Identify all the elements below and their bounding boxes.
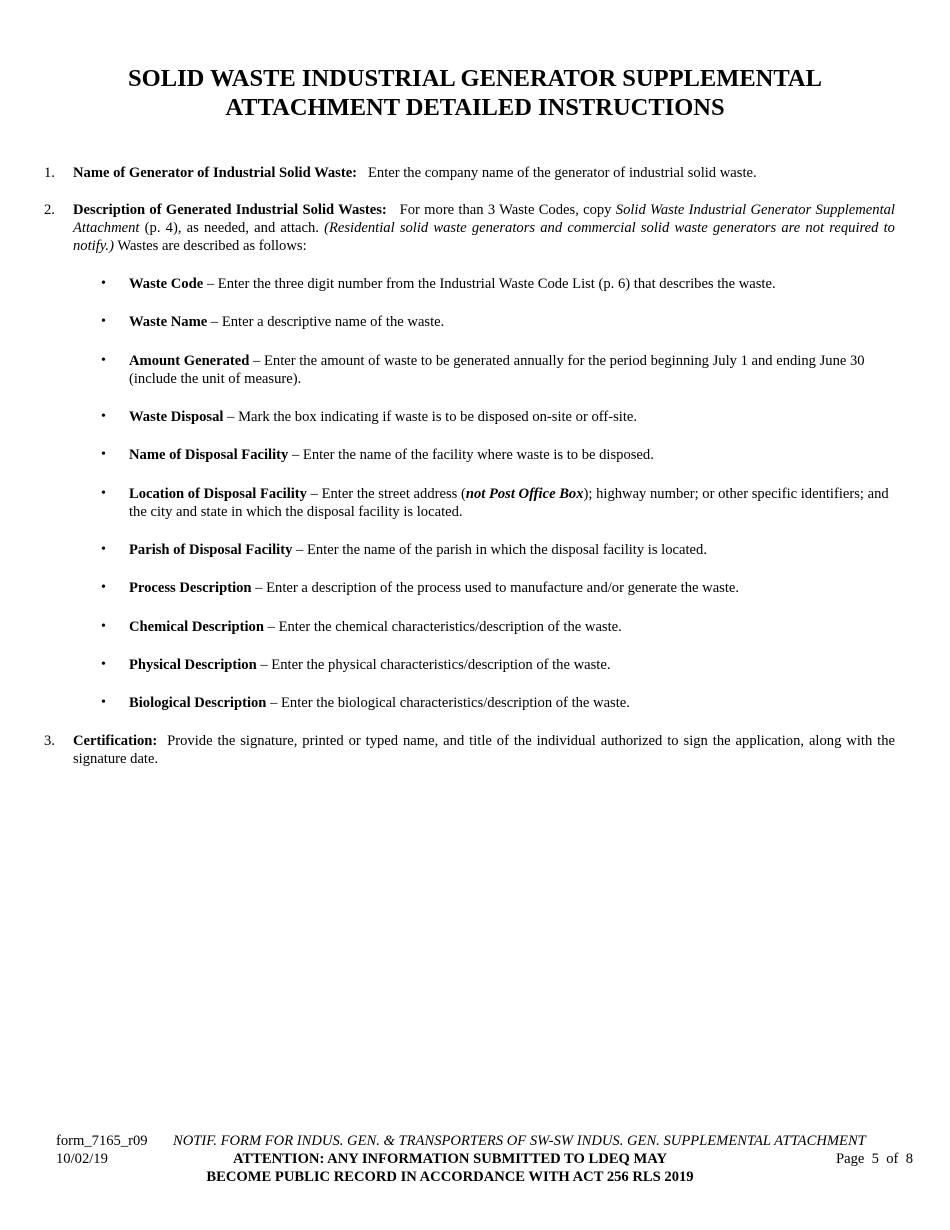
- item-text: For more than 3 Waste Codes, copy: [399, 202, 616, 218]
- bullet-text: – Mark the box indicating if waste is to be disposed on-site or off-site.: [223, 409, 638, 425]
- item-number: 1.: [44, 165, 55, 181]
- not-po-box-emphasis: not Post Office Box: [465, 486, 584, 502]
- bullet-icon: •: [101, 276, 106, 291]
- bullet-text: – Enter the street address (: [306, 486, 466, 502]
- item-label: Name of Generator of Industrial Solid Waste:: [73, 165, 358, 181]
- bullet-label: Name of Disposal Facility: [129, 447, 289, 463]
- bullet-text: – Enter the three digit number from the Industrial Waste Code List (p. 6) that describes the waste.: [203, 276, 776, 292]
- bullet-label: Chemical Description: [129, 619, 264, 635]
- page-title: [0, 64, 950, 122]
- attention-line-2: BECOME PUBLIC RECORD IN ACCORDANCE WITH ACT 256 RLS 2019: [206, 1169, 694, 1185]
- bullet-icon: •: [101, 486, 106, 501]
- item-text: Provide the signature, printed or typed name, and title of the individual authorized to sign the application, along with the signature date.: [73, 733, 896, 767]
- attention-line-1: ATTENTION: ANY INFORMATION SUBMITTED TO LDEQ MAY: [232, 1151, 668, 1167]
- bullet-label: Biological Description: [129, 695, 267, 711]
- attachment-name: Solid Waste Industrial Generator Supplemental Attachment: [73, 202, 895, 236]
- bullet-icon: •: [101, 580, 106, 595]
- form-title: NOTIF. FORM FOR INDUS. GEN. & TRANSPORTERS OF SW-SW INDUS. GEN. SUPPLEMENTAL ATTACHMENT: [173, 1133, 866, 1149]
- bullet-text: – Enter the name of the parish in which the disposal facility is located.: [292, 542, 707, 558]
- form-id: form_7165_r09: [56, 1133, 148, 1149]
- bullet-label: Location of Disposal Facility: [129, 486, 307, 502]
- item-number: 3.: [44, 733, 55, 749]
- bullet-icon: •: [101, 447, 106, 462]
- bullet-label: Waste Code: [129, 276, 204, 292]
- bullet-text: – Enter the chemical characteristics/description of the waste.: [263, 619, 622, 635]
- bullet-label: Parish of Disposal Facility: [129, 542, 293, 558]
- bullet-text: – Enter a descriptive name of the waste.: [207, 314, 445, 330]
- page-number: Page 5 of 8: [835, 1151, 913, 1167]
- bullet-text: – Enter the physical characteristics/description of the waste.: [256, 657, 611, 673]
- bullet-text: – Enter the biological characteristics/description of the waste.: [266, 695, 630, 711]
- bullet-label: Waste Name: [129, 314, 208, 330]
- form-date: 10/02/19: [56, 1151, 108, 1167]
- bullet-icon: •: [101, 353, 106, 368]
- bullet-text: – Enter the name of the facility where waste is to be disposed.: [288, 447, 654, 463]
- bullet-icon: •: [101, 542, 106, 557]
- bullet-label: Process Description: [129, 580, 252, 596]
- title-line-1: SOLID WASTE INDUSTRIAL GENERATOR SUPPLEMENTAL: [128, 65, 822, 92]
- bullet-icon: •: [101, 619, 106, 634]
- residential-note: (Residential solid waste generators and commercial solid waste generators are not required to notify.): [73, 220, 895, 254]
- item-label: Description of Generated Industrial Solid Wastes:: [73, 202, 387, 218]
- bullet-label: Amount Generated: [129, 353, 250, 369]
- bullet-label: Waste Disposal: [129, 409, 224, 425]
- bullet-icon: •: [101, 657, 106, 672]
- title-line-2: ATTACHMENT DETAILED INSTRUCTIONS: [225, 94, 725, 121]
- item-number: 2.: [44, 202, 55, 218]
- bullet-icon: •: [101, 314, 106, 329]
- item-text: Wastes are described as follows:: [113, 238, 307, 254]
- bullet-label: Physical Description: [129, 657, 257, 673]
- item-text: Enter the company name of the generator of industrial solid waste.: [367, 165, 757, 181]
- bullet-text: ); highway number; or other specific identifiers; and the city and state in which the disposal facility is located.: [129, 486, 889, 520]
- item-text: (p. 4), as needed, and attach.: [139, 220, 325, 236]
- bullet-icon: •: [101, 409, 106, 424]
- bullet-text: – Enter the amount of waste to be generated annually for the period beginning July 1 and ending June 30 (include the unit of measure).: [129, 353, 865, 387]
- bullet-icon: •: [101, 695, 106, 710]
- bullet-text: – Enter a description of the process used to manufacture and/or generate the waste.: [251, 580, 740, 596]
- item-label: Certification:: [73, 733, 158, 749]
